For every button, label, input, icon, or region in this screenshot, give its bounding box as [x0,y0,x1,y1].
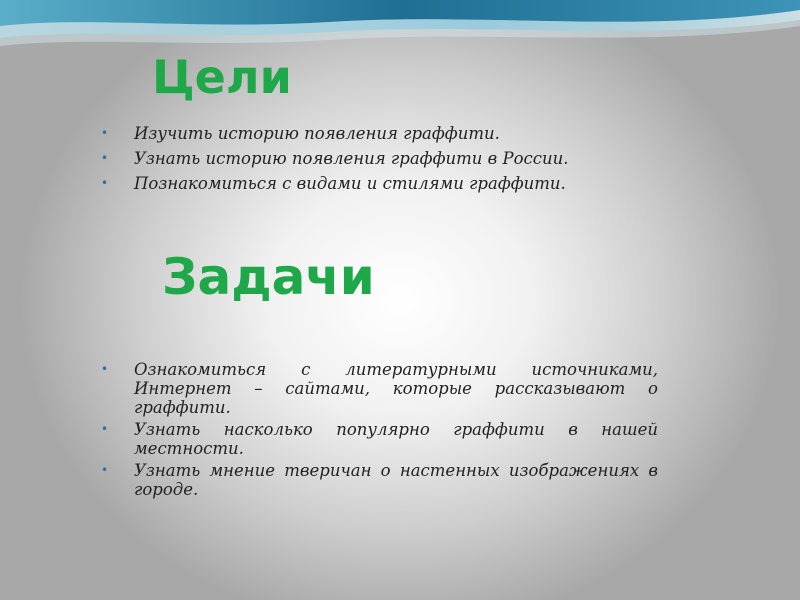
goals-list [0,122,569,197]
goal-item [0,147,569,170]
bullet-icon: • [101,362,109,376]
top-wave-decoration [0,0,800,60]
bullet-icon: • [101,176,109,190]
goal-item [0,122,569,145]
goal-item-text: Узнать историю появления граффити в России. [134,149,569,168]
task-item [0,360,658,417]
bullet-icon: • [101,151,109,165]
tasks-heading: Задачи [162,248,375,306]
task-item-text: Узнать мнение тверичан о настенных изображениях в городе. [134,461,658,499]
goal-item-text: Изучить историю появления граффити. [134,124,500,143]
bullet-icon: • [101,126,109,140]
tasks-list [0,360,658,502]
bullet-icon: • [101,422,109,436]
goal-item-text: Познакомиться с видами и стилями граффити. [134,174,566,193]
goals-heading: Цели [152,50,292,104]
task-item [0,420,658,458]
task-item-text: Ознакомиться с литературными источниками, Интернет – сайтами, которые рассказывают о граффити. [134,360,658,417]
bullet-icon: • [101,463,109,477]
task-item-text: Узнать насколько популярно граффити в нашей местности. [134,420,658,458]
task-item [0,461,658,499]
goal-item [0,172,569,195]
